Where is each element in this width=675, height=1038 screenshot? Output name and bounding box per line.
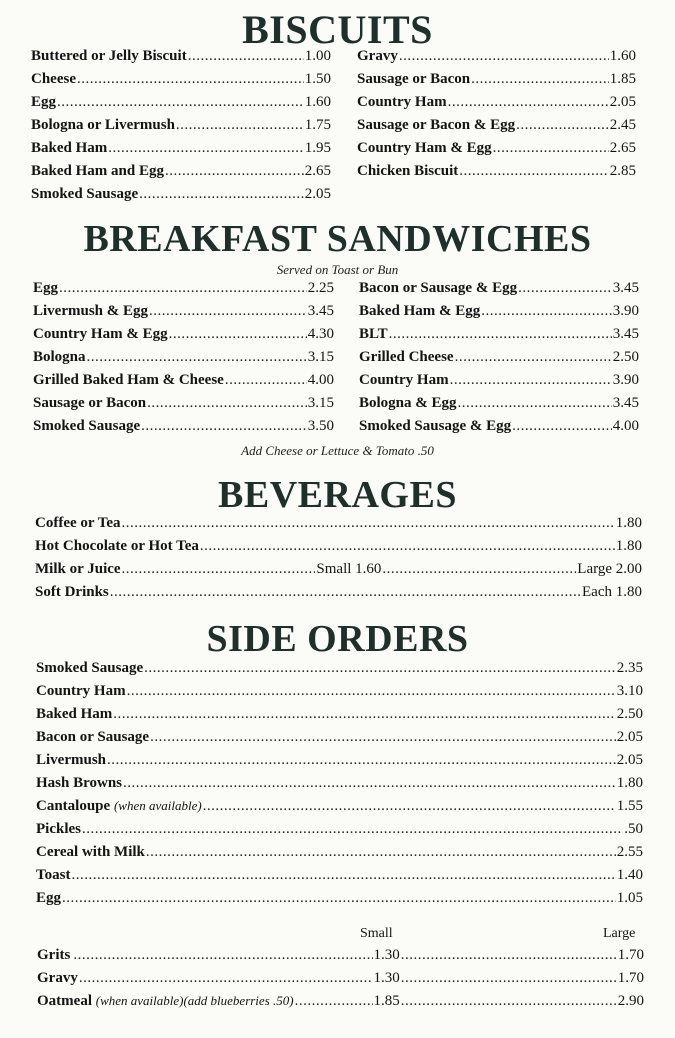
- dot-leader: [87, 349, 307, 366]
- menu-item: [357, 71, 636, 94]
- item-name: Toast: [36, 867, 71, 883]
- dot-leader: [147, 395, 307, 412]
- item-name: Gravy: [357, 48, 398, 64]
- item-price-large: 1.70: [617, 970, 644, 986]
- menu-item: [357, 163, 636, 186]
- item-price: 1.80: [615, 515, 642, 531]
- dot-leader: [113, 706, 615, 723]
- menu-item: [357, 117, 636, 140]
- dot-leader: [401, 947, 617, 964]
- menu-item: [33, 280, 334, 303]
- dot-leader: [127, 683, 616, 700]
- beverages-list: [35, 515, 642, 607]
- item-name: Bologna: [33, 349, 86, 365]
- item-name: Smoked Sausage: [31, 186, 139, 202]
- item-name: Livermush & Egg: [33, 303, 149, 319]
- sides-list: [36, 660, 643, 913]
- menu-item: [36, 798, 643, 821]
- menu-item: [37, 993, 644, 1016]
- sandwiches-right-column: [359, 280, 639, 441]
- item-note: (when available)(add blueberries .50): [95, 993, 294, 1008]
- dot-leader: [399, 48, 609, 65]
- item-price-small: 1.85: [373, 993, 400, 1009]
- menu-item: [357, 48, 636, 71]
- menu-item: [33, 418, 334, 441]
- menu-item: [359, 395, 639, 418]
- item-name: Cheese: [31, 71, 76, 87]
- item-price: 1.50: [304, 71, 331, 87]
- item-name: Milk or Juice: [35, 561, 121, 577]
- item-price: 1.60: [304, 94, 331, 110]
- beverages-heading: BEVERAGES: [218, 474, 457, 516]
- menu-item: [33, 326, 334, 349]
- item-name: Grilled Baked Ham & Cheese: [33, 372, 224, 388]
- item-price: 3.45: [612, 280, 639, 296]
- item-name: Egg: [36, 890, 62, 906]
- item-name: Baked Ham & Egg: [359, 303, 481, 319]
- item-price: 3.15: [307, 395, 334, 411]
- dot-leader: [389, 326, 612, 343]
- item-price-small: 1.30: [373, 970, 400, 986]
- dot-leader: [493, 140, 609, 157]
- item-price: 4.00: [612, 418, 639, 434]
- item-name: Livermush: [36, 752, 107, 768]
- item-name: Sausage or Bacon: [33, 395, 147, 411]
- item-name: Country Ham & Egg: [33, 326, 168, 342]
- menu-item: [33, 303, 334, 326]
- dot-leader: [57, 94, 304, 111]
- item-name: Chicken Biscuit: [357, 163, 459, 179]
- menu-item: [31, 186, 331, 209]
- item-price: 1.75: [304, 117, 331, 133]
- item-name: Country Ham: [36, 683, 126, 699]
- dot-leader: [176, 117, 304, 134]
- item-price: 4.30: [307, 326, 334, 342]
- dot-leader: [459, 163, 608, 180]
- biscuits-right-column: [357, 48, 636, 186]
- item-price: 2.05: [609, 94, 636, 110]
- dot-leader: [518, 280, 612, 297]
- item-price: 1.80: [615, 538, 642, 554]
- item-name: Soft Drinks: [35, 584, 109, 600]
- dot-leader: [401, 970, 617, 987]
- sides-heading: SIDE ORDERS: [206, 618, 469, 660]
- dot-leader: [481, 303, 611, 320]
- dot-leader: [122, 515, 615, 532]
- dot-leader: [150, 729, 616, 746]
- menu-item: [33, 395, 334, 418]
- menu-item: [35, 561, 642, 584]
- dot-leader: [188, 48, 304, 65]
- item-name: Bologna or Livermush: [31, 117, 175, 133]
- item-name: Gravy: [37, 970, 78, 986]
- sandwiches-heading: BREAKFAST SANDWICHES: [83, 218, 592, 260]
- item-price: 3.15: [307, 349, 334, 365]
- dot-leader: [471, 71, 609, 88]
- item-name: Sausage or Bacon: [357, 71, 471, 87]
- size-small-header: Small: [360, 926, 393, 941]
- item-name: Country Ham & Egg: [357, 140, 492, 156]
- menu-item: [36, 775, 643, 798]
- item-name: Smoked Sausage & Egg: [359, 418, 512, 434]
- item-name: Hot Chocolate or Hot Tea: [35, 538, 199, 554]
- menu-item: [359, 280, 639, 303]
- menu-item: [35, 538, 642, 561]
- dot-leader: [295, 993, 373, 1010]
- size-large-header: Large: [603, 926, 636, 941]
- item-name: Bacon or Sausage & Egg: [359, 280, 518, 296]
- menu-item: [31, 163, 331, 186]
- item-price: 3.45: [307, 303, 334, 319]
- dot-leader: [200, 538, 615, 555]
- item-price: 2.50: [616, 706, 643, 722]
- item-name: Bacon or Sausage: [36, 729, 150, 745]
- item-name: Pickles: [36, 821, 81, 837]
- dot-leader: [110, 584, 581, 601]
- dot-leader: [165, 163, 304, 180]
- item-name: Cantaloupe: [36, 798, 111, 814]
- menu-item: [357, 94, 636, 117]
- item-price: 1.05: [616, 890, 643, 906]
- item-price: 3.90: [612, 303, 639, 319]
- item-price: 1.85: [609, 71, 636, 87]
- item-price: 2.05: [304, 186, 331, 202]
- item-name: Grilled Cheese: [359, 349, 454, 365]
- item-price: 2.65: [609, 140, 636, 156]
- item-name: Egg: [33, 280, 59, 296]
- menu-item: [31, 140, 331, 163]
- item-name: Oatmeal: [37, 993, 92, 1009]
- sandwiches-note: Add Cheese or Lettuce & Tomato .50: [241, 443, 434, 458]
- menu-item: [33, 372, 334, 395]
- dot-leader: [458, 395, 612, 412]
- item-name: Buttered or Jelly Biscuit: [31, 48, 187, 64]
- item-name: Hash Browns: [36, 775, 123, 791]
- item-price: 2.85: [609, 163, 636, 179]
- menu-item: [36, 890, 643, 913]
- item-name: Smoked Sausage: [33, 418, 141, 434]
- menu-item: [31, 117, 331, 140]
- menu-item: [31, 94, 331, 117]
- dot-leader: [146, 844, 616, 861]
- menu-item: [36, 752, 643, 775]
- dot-leader: [77, 71, 304, 88]
- item-price: 1.80: [616, 775, 643, 791]
- item-price: Each 1.80: [582, 584, 642, 600]
- dot-leader: [382, 561, 576, 578]
- menu-item: [33, 349, 334, 372]
- item-name: BLT: [359, 326, 388, 342]
- menu-item: [31, 48, 331, 71]
- menu-item: [35, 515, 642, 538]
- dot-leader: [73, 947, 372, 964]
- menu-item: [37, 970, 644, 993]
- item-price-large: 2.90: [617, 993, 644, 1009]
- item-name: Country Ham: [357, 94, 447, 110]
- menu-item: [357, 140, 636, 163]
- item-name: Baked Ham and Egg: [31, 163, 164, 179]
- dot-leader: [82, 821, 623, 838]
- dot-leader: [122, 561, 316, 578]
- item-name: Sausage or Bacon & Egg: [357, 117, 516, 133]
- item-name: Grits: [37, 947, 71, 963]
- dot-leader: [401, 993, 617, 1010]
- item-price: 3.45: [612, 326, 639, 342]
- menu-item: [37, 947, 644, 970]
- sandwiches-subtitle: Served on Toast or Bun: [276, 262, 399, 277]
- item-price: 2.65: [304, 163, 331, 179]
- sandwiches-left-column: [33, 280, 334, 441]
- biscuits-left-column: [31, 48, 331, 209]
- dot-leader: [108, 140, 303, 157]
- menu-item: [36, 729, 643, 752]
- item-price-small: 1.30: [373, 947, 400, 963]
- item-name: Egg: [31, 94, 57, 110]
- item-price: 4.00: [307, 372, 334, 388]
- dot-leader: [123, 775, 616, 792]
- dot-leader: [516, 117, 609, 134]
- item-name: Cereal with Milk: [36, 844, 145, 860]
- dot-leader: [455, 349, 612, 366]
- item-price: 2.45: [609, 117, 636, 133]
- menu-item: [359, 303, 639, 326]
- dot-leader: [144, 660, 616, 677]
- item-price-large: 1.70: [617, 947, 644, 963]
- dot-leader: [203, 798, 616, 815]
- menu-item: [359, 349, 639, 372]
- menu-item: [359, 418, 639, 441]
- dot-leader: [225, 372, 307, 389]
- dot-leader: [149, 303, 307, 320]
- dot-leader: [141, 418, 307, 435]
- dot-leader: [79, 970, 373, 987]
- item-price: 3.50: [307, 418, 334, 434]
- biscuits-heading: BISCUITS: [242, 7, 433, 52]
- dot-leader: [139, 186, 304, 203]
- item-price: 2.25: [307, 280, 334, 296]
- dot-leader: [169, 326, 307, 343]
- item-price: 1.00: [304, 48, 331, 64]
- item-name: Baked Ham: [31, 140, 108, 156]
- dot-leader: [62, 890, 616, 907]
- menu-item: [359, 326, 639, 349]
- menu-item: [35, 584, 642, 607]
- dot-leader: [59, 280, 307, 297]
- dot-leader: [107, 752, 616, 769]
- item-price: 2.55: [616, 844, 643, 860]
- item-name: Country Ham: [359, 372, 449, 388]
- item-name: Baked Ham: [36, 706, 113, 722]
- menu-item: [31, 71, 331, 94]
- menu-item: [359, 372, 639, 395]
- item-price: 2.35: [616, 660, 643, 676]
- item-name: Smoked Sausage: [36, 660, 144, 676]
- item-price: 2.05: [616, 752, 643, 768]
- menu-item: [36, 821, 643, 844]
- item-price-small: Small 1.60: [316, 561, 382, 577]
- item-price: 3.90: [612, 372, 639, 388]
- item-price: 1.55: [616, 798, 643, 814]
- item-price: 2.05: [616, 729, 643, 745]
- item-price-large: Large 2.00: [577, 561, 642, 577]
- item-name: Coffee or Tea: [35, 515, 121, 531]
- item-price: 3.10: [616, 683, 643, 699]
- item-price: 1.95: [304, 140, 331, 156]
- item-note: (when available): [113, 798, 202, 813]
- dot-leader: [450, 372, 612, 389]
- item-price: 1.40: [616, 867, 643, 883]
- menu-item: [36, 683, 643, 706]
- item-price: 3.45: [612, 395, 639, 411]
- sides-sized-list: [37, 947, 644, 1016]
- menu-item: [36, 867, 643, 890]
- menu-item: [36, 660, 643, 683]
- dot-leader: [448, 94, 609, 111]
- dot-leader: [512, 418, 612, 435]
- item-price: .50: [624, 821, 643, 837]
- item-name: Bologna & Egg: [359, 395, 457, 411]
- item-price: 2.50: [612, 349, 639, 365]
- dot-leader: [71, 867, 615, 884]
- menu-item: [36, 844, 643, 867]
- menu-item: [36, 706, 643, 729]
- item-price: 1.60: [609, 48, 636, 64]
